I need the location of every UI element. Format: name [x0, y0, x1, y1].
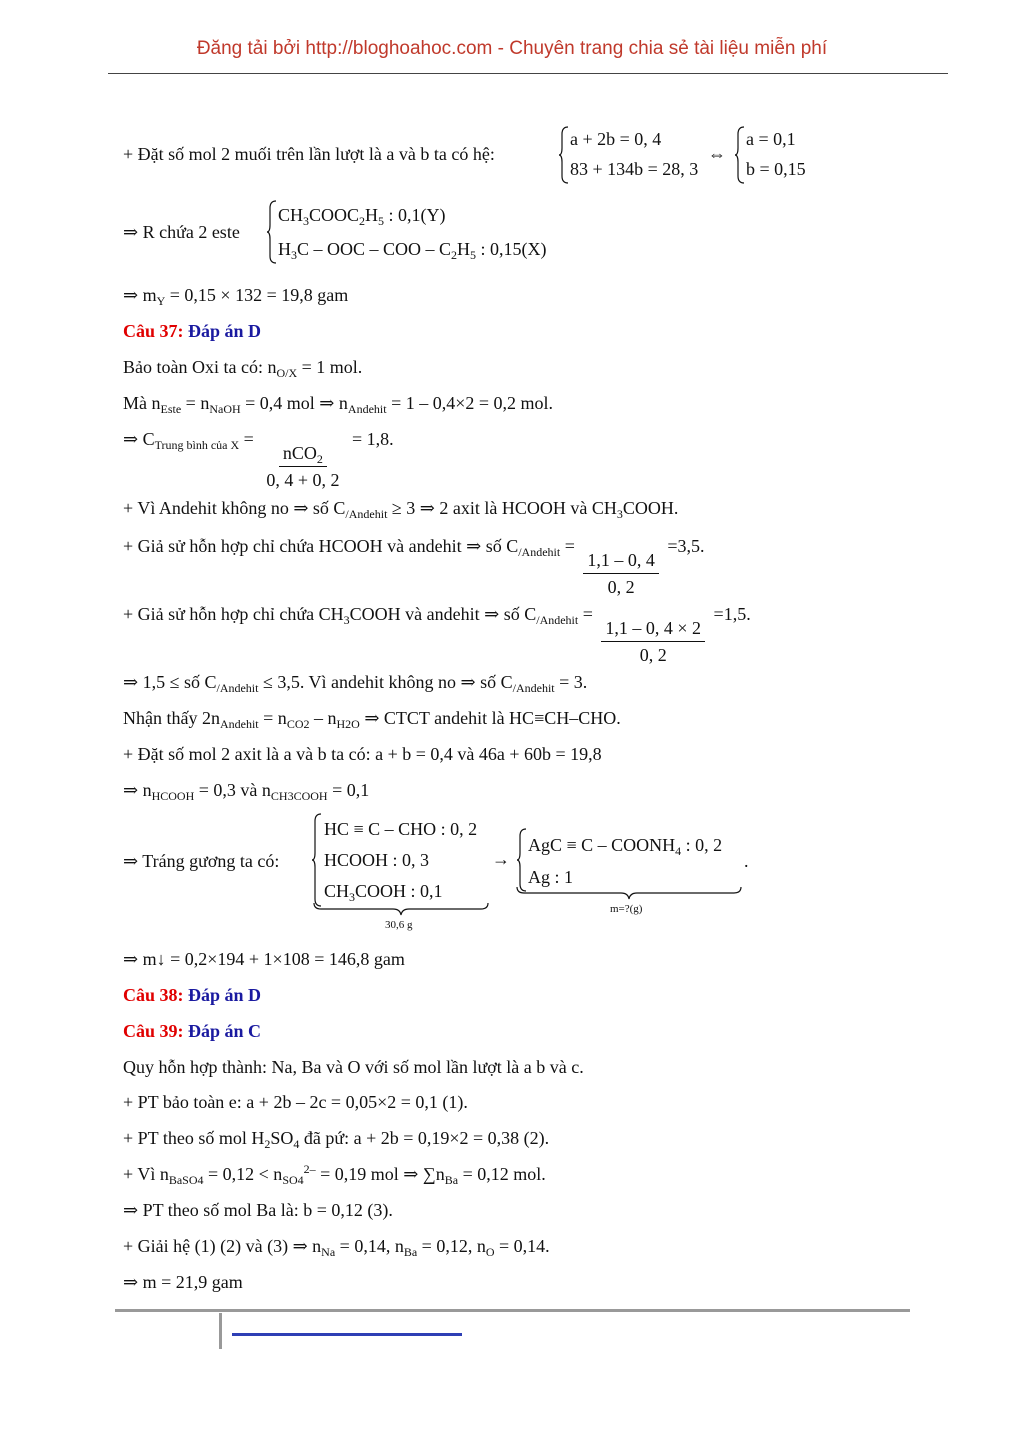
- brace-esters: [266, 200, 278, 264]
- oxygen-conservation-line: Bảo toàn Oxi ta có: $n_{O/X} = 1$ mol.: [123, 357, 363, 380]
- reactant-hcooh: HCOOH : 0, 3: [324, 850, 430, 870]
- brace-left-2: [734, 126, 746, 184]
- header-divider: [108, 73, 948, 74]
- silver-mirror-label: ⇒ Tráng gương ta có:: [123, 851, 280, 871]
- salt-moles-line: + Đặt số mol 2 muối trên lần lượt là a và b ta có hệ:: [123, 144, 495, 164]
- equation-a2b: a + 2b = 0, 4: [570, 129, 662, 149]
- baso4-line: + Vì $n_{BaSO4} = 0,12 < n_{SO4}^{2-} = 0,19$ mol ⇒ $\sum n_{Ba} = 0,12$ mol.: [123, 1162, 546, 1187]
- solution-a: a = 0,1: [746, 129, 796, 149]
- reaction-arrow: →: [492, 849, 510, 869]
- question-39-label: Câu 39:: [123, 1021, 184, 1041]
- question-38-heading: [123, 984, 261, 1006]
- solution-b: b = 0,15: [746, 159, 806, 179]
- reactant-aldehyde: HC ≡ C – CHO : 0, 2: [324, 819, 478, 839]
- barium-equation-line: ⇒ PT theo số mol Ba là: b = 0,12 (3).: [123, 1200, 393, 1220]
- period: .: [744, 851, 749, 871]
- average-carbon-line: ⇒ $C_{Trung bình của X}$ = $\frac{nCO_2}{0, 4 + 0, 2}$ = 1,8.: [123, 429, 394, 490]
- unsaturated-aldehyde-line: + Vì Andehit không no ⇒ số $C_{/Andehit} \ge 3$ ⇒ 2 axit là HCOOH và $CH_3COOH$.: [123, 498, 679, 521]
- question-37-heading: [123, 320, 261, 342]
- aldehyde-structure-line: Nhận thấy $2n_{Andehit} = n_{CO2} - n_{H2O}$ ⇒ CTCT andehit là HC≡CH–CHO.: [123, 708, 621, 731]
- mixture-conversion-line: Quy hỗn hợp thành: Na, Ba và O với số mol lần lượt là a b và c.: [123, 1057, 584, 1077]
- assume-hcooh-line: + Giả sử hỗn hợp chỉ chứa HCOOH và andehit ⇒ số $C_{/Andehit}$ = $\frac{1,1 - 0, 4}{0, 2}$ =3,5.: [123, 536, 705, 597]
- acid-moles-line: + Đặt số mol 2 axit là a và b ta có: a + b = 0,4 và 46a + 60b = 19,8: [123, 744, 602, 764]
- reactant-ch3cooh: $CH_3COOH$ : 0,1: [324, 881, 443, 904]
- h2so4-equation-line: + PT theo số mol $H_2SO_4$ đã pứ: a + 2b = 0,19×2 = 0,38 (2).: [123, 1128, 550, 1151]
- question-39-heading: [123, 1020, 261, 1042]
- electron-conservation-line: + PT bảo toàn e: a + 2b – 2c = 0,05×2 = 0,1 (1).: [123, 1092, 468, 1112]
- esters-line: ⇒ R chứa 2 este: [123, 222, 240, 242]
- equivalence-symbol: ⇔: [708, 144, 726, 164]
- brace-reactants: [311, 813, 323, 907]
- product-silver-acetylide: AgC ≡ C – $COONH_4$ : 0, 2: [528, 835, 723, 858]
- carbon-range-line: ⇒ 1,5 ≤ số $C_{/Andehit} \le 3,5$. Vì andehit không no ⇒ số $C_{/Andehit} = 3$.: [123, 672, 588, 695]
- question-37-label: Câu 37:: [123, 321, 184, 341]
- ester-y: $CH_3COOC_2H_5$ : 0,1(Y): [278, 205, 446, 228]
- footer-vertical-bar: [219, 1313, 222, 1349]
- acid-results-line: ⇒ $n_{HCOOH} = 0,3$ và $n_{CH3COOH} = 0,1$: [123, 780, 370, 803]
- precipitate-mass-line: ⇒ m↓ = 0,2×194 + 1×108 = 146,8 gam: [123, 949, 405, 969]
- footer-blue-line: [232, 1333, 462, 1336]
- product-silver: Ag : 1: [528, 867, 573, 887]
- assume-ch3cooh-line: + Giả sử hỗn hợp chỉ chứa $CH_3COOH$ và andehit ⇒ số $C_{/Andehit}$ = $\frac{1,1 - 0, 4 \times 2}{0, 2}$ =1,5.: [123, 604, 751, 665]
- mass-y-line: ⇒ $m_Y = 0,15 \times 132 = 19,8$ gam: [123, 285, 349, 308]
- equation-83-134b: 83 + 134b = 28, 3: [570, 159, 699, 179]
- brace-products: [516, 828, 528, 892]
- question-38-label: Câu 38:: [123, 985, 184, 1005]
- footer-divider: [115, 1309, 910, 1312]
- reactants-mass: 30,6 g: [385, 919, 413, 931]
- question-37-answer: Đáp án D: [188, 321, 262, 341]
- page-header: Đăng tải bởi http://bloghoahoc.com - Chuyên trang chia sẻ tài liệu miễn phí: [196, 38, 828, 59]
- brace-left-1: [558, 126, 570, 184]
- final-mass-line: ⇒ m = 21,9 gam: [123, 1272, 243, 1292]
- ester-naoh-line: Mà $n_{Este} = n_{NaOH} = 0,4$ mol ⇒ $n_{Andehit} = 1 - 0,4\times 2 = 0,2$ mol.: [123, 393, 554, 416]
- question-39-answer: Đáp án C: [188, 1021, 262, 1041]
- products-mass: m=?(g): [610, 903, 643, 915]
- ester-x: $H_3C$ – OOC – COO – $C_2H_5$ : 0,15(X): [278, 239, 547, 262]
- system-solution-line: + Giải hệ (1) (2) và (3) ⇒ $n_{Na} = 0,14$, $n_{Ba} = 0,12$, $n_O = 0,14$.: [123, 1236, 550, 1259]
- question-38-answer: Đáp án D: [188, 985, 262, 1005]
